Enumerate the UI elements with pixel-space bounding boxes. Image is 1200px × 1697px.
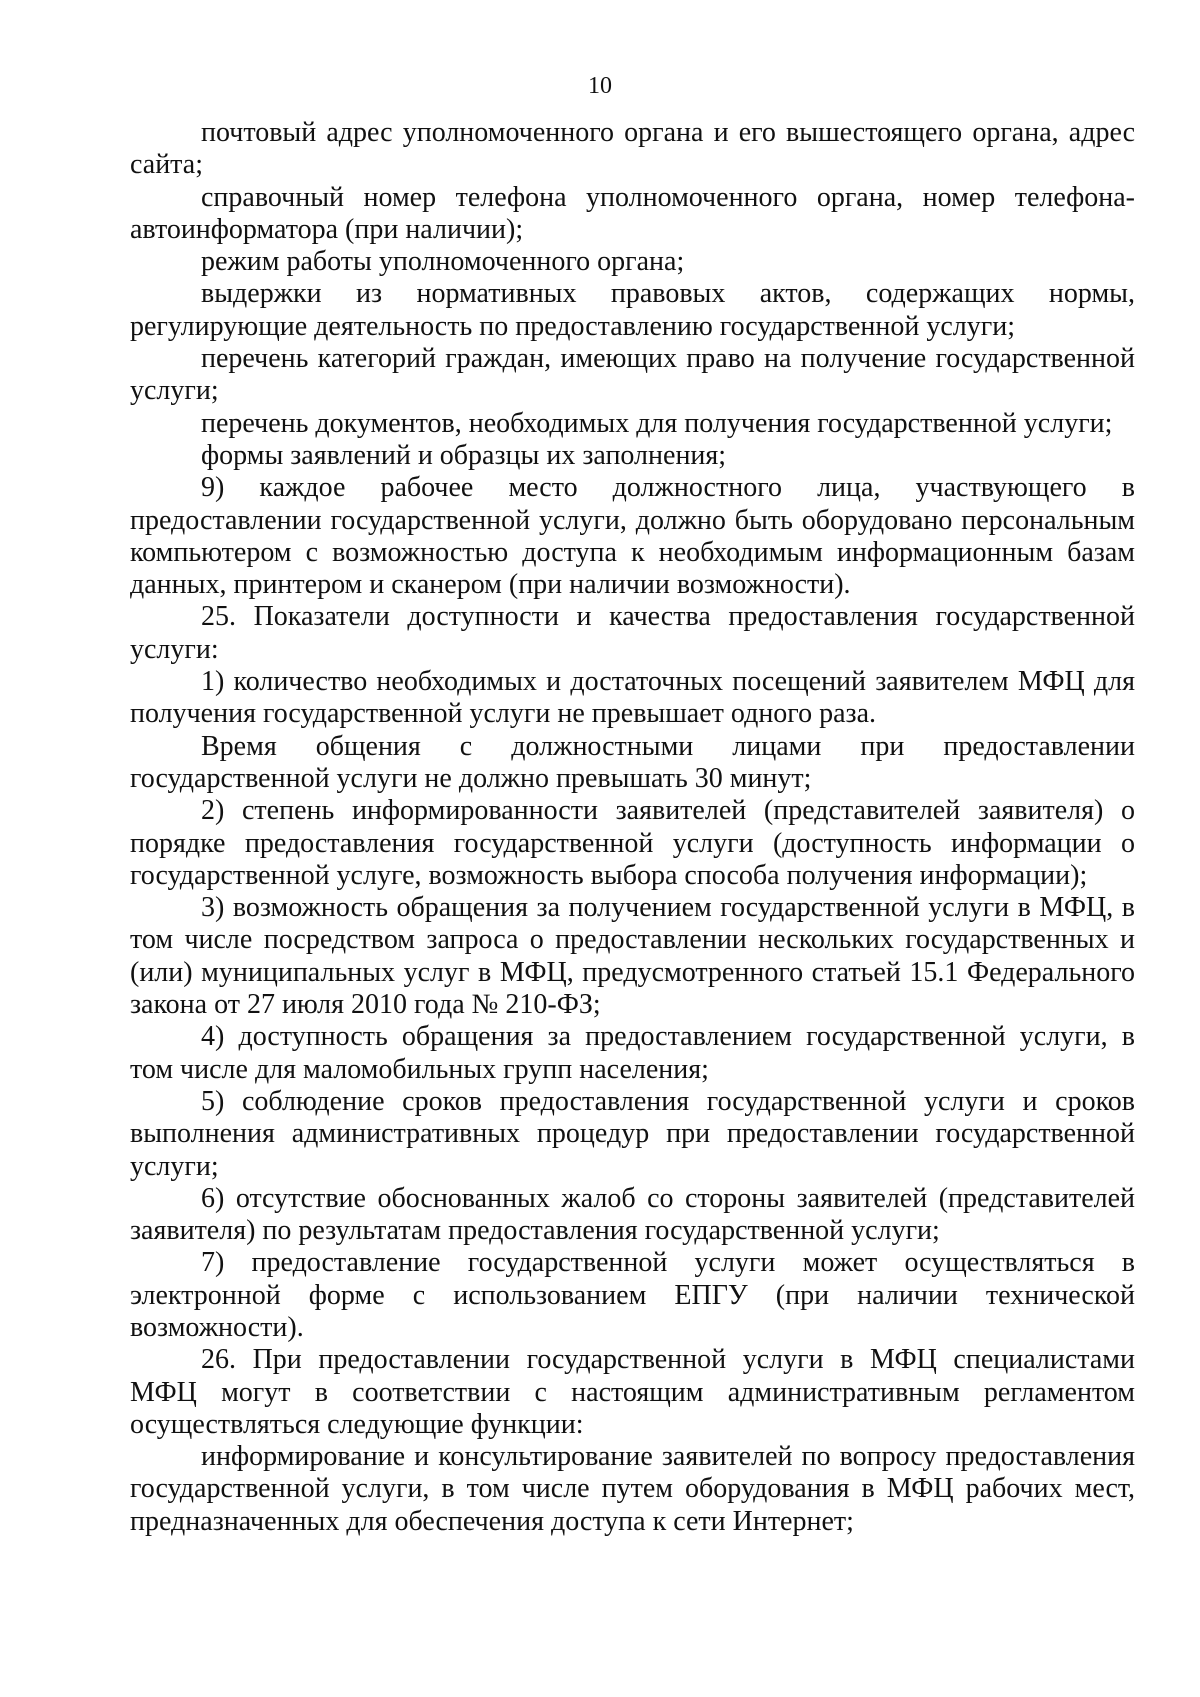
paragraph-informing-consulting: информирование и консультирование заявителей по вопросу предоставления государственной услуги, в том числе путем оборудования в МФЦ рабочих мест, предназначенных для обеспечения доступа к сети Интернет;: [130, 1441, 1135, 1537]
paragraph-item-7-electronic: 7) предоставление государственной услуги может осуществляться в электронной форме с использованием ЕПГУ (при наличии технической возможности).: [130, 1247, 1135, 1343]
paragraph-item-4-accessibility: 4) доступность обращения за предоставлением государственной услуги, в том числе для маломобильных групп населения;: [130, 1021, 1135, 1085]
paragraph-mail-address: почтовый адрес уполномоченного органа и его вышестоящего органа, адрес сайта;: [130, 117, 1135, 181]
paragraph-item-1-visits: 1) количество необходимых и достаточных посещений заявителем МФЦ для получения государственной услуги не превышает одного раза.: [130, 666, 1135, 730]
document-body: [130, 117, 1135, 1538]
paragraph-communication-time: Время общения с должностными лицами при предоставлении государственной услуги не должно превышать 30 минут;: [130, 730, 1135, 794]
paragraph-item-6-complaints: 6) отсутствие обоснованных жалоб со стороны заявителей (представителей заявителя) по результатам предоставления государственной услуги;: [130, 1182, 1135, 1247]
paragraph-document-list: перечень документов, необходимых для получения государственной услуги;: [201, 407, 1113, 439]
paragraph-item-2-awareness: 2) степень информированности заявителей (представителей заявителя) о порядке предоставления государственной услуги (доступность информации о государственной услуге, возможность выбора способа получения информации);: [130, 795, 1135, 891]
paragraph-phone-number: справочный номер телефона уполномоченного органа, номер телефона-автоинформатора (при наличии);: [130, 181, 1135, 245]
paragraph-item-3-mfc-access: 3) возможность обращения за получением государственной услуги в МФЦ, в том числе посредством запроса о предоставлении нескольких государственных и (или) муниципальных услуг в МФЦ, предусмотренного статьей 15.1 Федерального закона от 27 июля 2010 года № 210-ФЗ;: [130, 892, 1135, 1021]
page-number: 10: [588, 73, 612, 99]
paragraph-item-9-workplace: 9) каждое рабочее место должностного лица, участвующего в предоставлении государственной услуги, должно быть оборудовано персональным компьютером с возможностью доступа к необходимым информационным базам данных, принтером и сканером (при наличии возможности).: [130, 472, 1135, 601]
paragraph-section-25: 25. Показатели доступности и качества предоставления государственной услуги:: [130, 601, 1135, 665]
paragraph-legal-extracts: выдержки из нормативных правовых актов, содержащих нормы, регулирующие деятельность по предоставлению государственной услуги;: [130, 278, 1135, 342]
paragraph-item-5-deadlines: 5) соблюдение сроков предоставления государственной услуги и сроков выполнения административных процедур при предоставлении государственной услуги;: [130, 1085, 1135, 1182]
paragraph-work-schedule: режим работы уполномоченного органа;: [201, 246, 685, 278]
paragraph-citizen-categories: перечень категорий граждан, имеющих право на получение государственной услуги;: [130, 343, 1135, 407]
paragraph-section-26: 26. При предоставлении государственной услуги в МФЦ специалистами МФЦ могут в соответствии с настоящим административным регламентом осуществляться следующие функции:: [130, 1344, 1135, 1440]
paragraph-application-forms: формы заявлений и образцы их заполнения;: [201, 439, 727, 471]
